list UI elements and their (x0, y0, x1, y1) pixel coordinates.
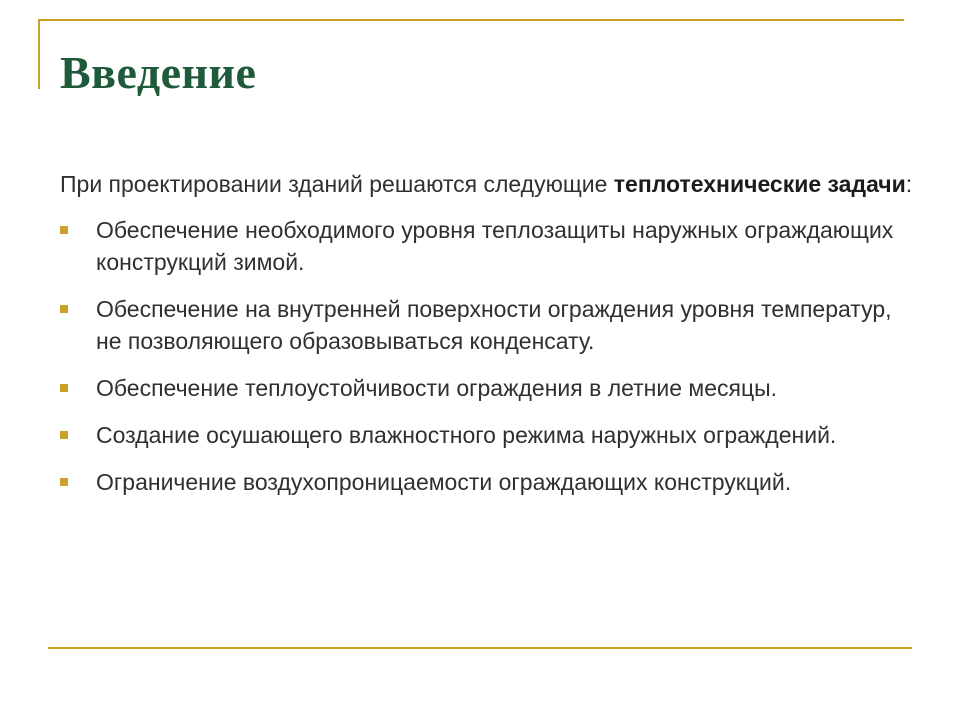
slide-title: Введение (60, 47, 257, 98)
intro-text: При проектировании зданий решаются следующие (60, 171, 614, 197)
frame-bottom-line (48, 647, 912, 649)
frame-left-line (38, 19, 40, 89)
bullet-text: Создание осушающего влажностного режима наружных ограждений. (96, 422, 837, 448)
bullet-list (60, 214, 920, 498)
list-item (60, 466, 920, 498)
slide-content (60, 168, 920, 513)
bullet-text: Обеспечение на внутренней поверхности ограждения уровня температур, не позволяющего образовываться конденсату. (96, 296, 892, 354)
square-bullet-icon (60, 384, 68, 392)
bullet-text: Обеспечение необходимого уровня теплозащиты наружных ограждающих конструкций зимой. (96, 217, 894, 275)
square-bullet-icon (60, 305, 68, 313)
square-bullet-icon (60, 431, 68, 439)
square-bullet-icon (60, 478, 68, 486)
bullet-text: Ограничение воздухопроницаемости ограждающих конструкций. (96, 469, 792, 495)
bullet-text: Обеспечение теплоустойчивости ограждения в летние месяцы. (96, 375, 778, 401)
list-item (60, 293, 920, 357)
list-item (60, 214, 920, 278)
frame-top-line (38, 19, 904, 21)
list-item (60, 419, 920, 451)
intro-bold-text: теплотехнические задачи (613, 171, 906, 197)
list-item (60, 372, 920, 404)
square-bullet-icon (60, 226, 68, 234)
intro-colon: : (905, 171, 913, 197)
intro-paragraph (60, 168, 920, 200)
